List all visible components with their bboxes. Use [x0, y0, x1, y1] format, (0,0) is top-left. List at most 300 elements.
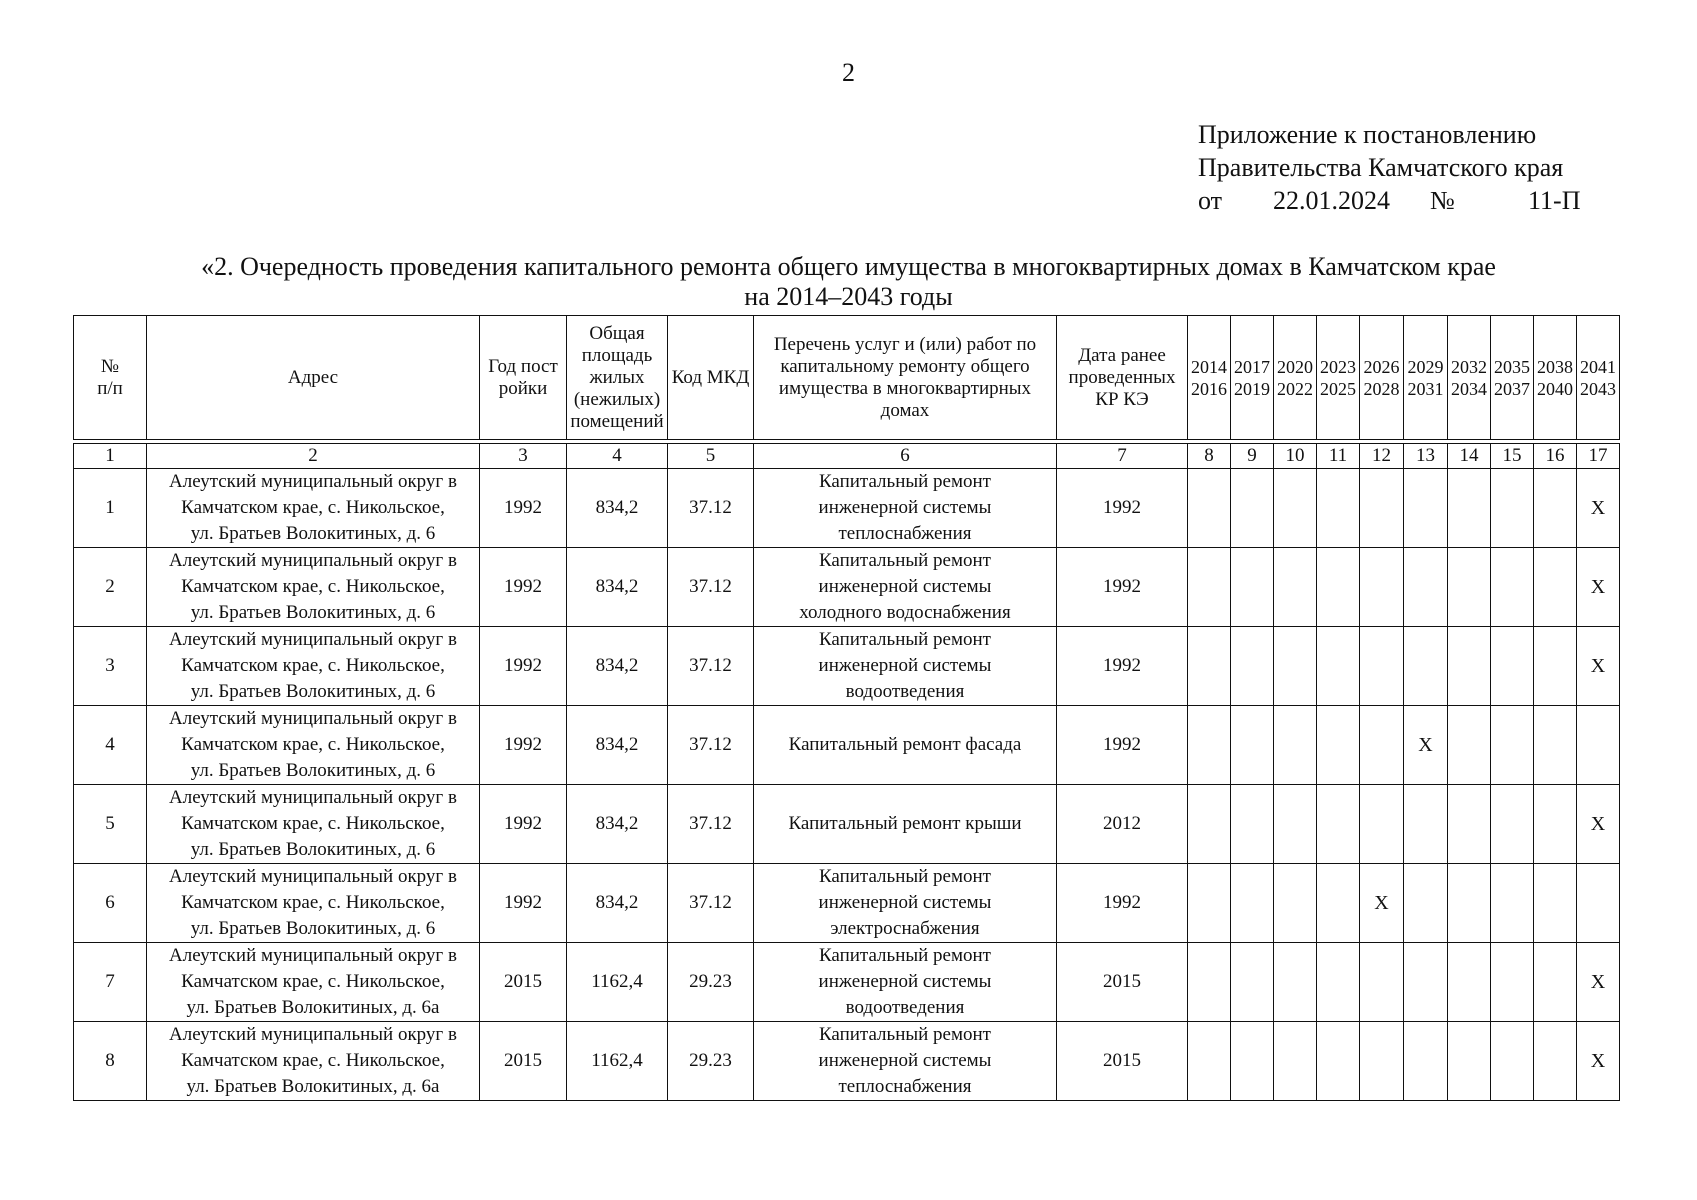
row-period-cell [1274, 469, 1317, 548]
column-number [1231, 444, 1274, 469]
column-number-line: 7 [1117, 445, 1127, 466]
row-area [567, 785, 668, 864]
row-service [754, 1022, 1057, 1101]
column-number-line: 16 [1545, 445, 1565, 466]
period-mark: X [1590, 575, 1606, 598]
row-year-built-line: 1992 [504, 734, 542, 755]
row-service-line: теплоснабжения [838, 1076, 972, 1097]
row-period-cell [1534, 548, 1577, 627]
row-period-cell [1534, 1022, 1577, 1101]
row-mkd-code-line: 37.12 [689, 576, 732, 597]
row-address-line: Камчатском крае, с. Никольское, [181, 971, 445, 992]
row-period-cell [1317, 864, 1360, 943]
row-service-line: Капитальный ремонт [818, 629, 991, 650]
header-period-line: 2026 [1363, 356, 1400, 377]
row-address-line: Камчатском крае, с. Никольское, [181, 1050, 445, 1071]
row-period-cell [1448, 706, 1491, 785]
header-services-line: имущества в многоквартирных [778, 377, 1032, 399]
table-row [74, 943, 1620, 1022]
row-year-built [480, 706, 567, 785]
row-year-built [480, 1022, 567, 1101]
row-period-cell [1404, 627, 1448, 706]
period-mark: X [1590, 970, 1606, 993]
row-prev-date-line: 1992 [1103, 892, 1141, 913]
column-number [567, 444, 668, 469]
row-mkd-code [668, 469, 754, 548]
column-number [480, 444, 567, 469]
row-year-built-line: 1992 [504, 892, 542, 913]
row-year-built [480, 627, 567, 706]
row-period-cell [1274, 548, 1317, 627]
row-address-line: ул. Братьев Волокитиных, д. 6а [186, 1076, 440, 1097]
row-period-cell [1231, 943, 1274, 1022]
row-period-cell [1491, 864, 1534, 943]
table-row [74, 785, 1620, 864]
row-period-cell [1491, 785, 1534, 864]
header-services [754, 316, 1057, 440]
row-period-cell [1448, 469, 1491, 548]
row-mkd-code [668, 1022, 754, 1101]
row-period-cell [1577, 864, 1620, 943]
row-period-cell [1317, 943, 1360, 1022]
row-prev-date [1057, 706, 1188, 785]
row-mkd-code [668, 627, 754, 706]
table-head [74, 316, 1620, 469]
page-number: 2 [842, 58, 855, 87]
row-period-cell [1188, 785, 1231, 864]
row-period-cell [1534, 785, 1577, 864]
row-period-cell [1274, 627, 1317, 706]
row-period-cell [1360, 627, 1404, 706]
row-period-cell [1577, 469, 1620, 548]
row-area-line: 834,2 [595, 655, 639, 676]
row-period-cell [1317, 785, 1360, 864]
row-address [147, 943, 480, 1022]
row-period-cell [1317, 1022, 1360, 1101]
row-period-cell [1404, 548, 1448, 627]
row-period-cell [1404, 1022, 1448, 1101]
row-area [567, 627, 668, 706]
row-address [147, 1022, 480, 1101]
row-year-built [480, 469, 567, 548]
row-period-cell [1448, 943, 1491, 1022]
column-number-line: 17 [1588, 445, 1608, 466]
row-period-cell [1448, 548, 1491, 627]
row-period-cell [1317, 548, 1360, 627]
column-number [1188, 444, 1231, 469]
row-area-line: 834,2 [595, 734, 639, 755]
row-period-cell [1317, 469, 1360, 548]
column-number-line: 10 [1285, 445, 1305, 466]
row-area-line: 834,2 [595, 497, 639, 518]
row-period-cell [1360, 469, 1404, 548]
header-area [567, 316, 668, 440]
row-period-cell [1231, 627, 1274, 706]
row-service-line: инженерной системы [818, 1050, 992, 1071]
row-year-built [480, 548, 567, 627]
row-address-line: Камчатском крае, с. Никольское, [181, 734, 445, 755]
header-period [1448, 316, 1491, 440]
header-period-line: 2038 [1537, 356, 1573, 377]
row-number [74, 943, 147, 1022]
row-prev-date [1057, 943, 1188, 1022]
row-service-line: теплоснабжения [838, 523, 972, 544]
row-period-cell [1274, 785, 1317, 864]
table-body [74, 469, 1620, 1101]
row-address-line: Алеутский муниципальный округ в [169, 866, 457, 887]
header-period [1231, 316, 1274, 440]
row-year-built [480, 943, 567, 1022]
row-prev-date-line: 2015 [1103, 1050, 1141, 1071]
row-area-line: 834,2 [595, 576, 639, 597]
row-number-line: 6 [105, 892, 115, 913]
row-prev-date-line: 2012 [1103, 813, 1141, 834]
row-period-cell [1491, 1022, 1534, 1101]
row-area [567, 943, 668, 1022]
row-number-line: 5 [105, 813, 115, 834]
row-period-cell [1448, 627, 1491, 706]
row-number-line: 2 [105, 576, 115, 597]
row-prev-date [1057, 864, 1188, 943]
table-row [74, 548, 1620, 627]
row-service-line: водоотведения [845, 681, 965, 702]
row-service [754, 706, 1057, 785]
header-period-line: 2034 [1451, 378, 1487, 399]
header-period-line: 2014 [1191, 356, 1227, 377]
row-number [74, 627, 147, 706]
resolution-number: 11-П [1528, 186, 1581, 215]
row-address-line: ул. Братьев Волокитиных, д. 6 [190, 523, 436, 544]
header-year-built [480, 316, 567, 440]
row-year-built-line: 1992 [504, 497, 542, 518]
row-address [147, 864, 480, 943]
row-address-line: ул. Братьев Волокитиных, д. 6 [190, 602, 436, 623]
row-period-cell [1317, 627, 1360, 706]
header-period-line: 2017 [1234, 356, 1270, 377]
row-service-line: Капитальный ремонт [818, 866, 991, 887]
header-prev-date [1057, 316, 1188, 440]
row-period-cell [1231, 706, 1274, 785]
header-area-line: площадь [581, 344, 653, 366]
header-area-line: (нежилых) [573, 388, 661, 410]
row-period-cell [1274, 864, 1317, 943]
row-prev-date [1057, 548, 1188, 627]
row-service [754, 943, 1057, 1022]
table-row [74, 706, 1620, 785]
row-number-line: 1 [105, 497, 115, 518]
table-row [74, 1022, 1620, 1101]
table-row [74, 627, 1620, 706]
row-year-built-line: 1992 [504, 576, 542, 597]
row-service-line: электроснабжения [830, 918, 980, 939]
row-mkd-code-line: 37.12 [689, 892, 732, 913]
column-number [1274, 444, 1317, 469]
row-service-line: Капитальный ремонт [818, 550, 991, 571]
period-mark: X [1374, 891, 1389, 914]
column-number [754, 444, 1057, 469]
row-period-cell [1188, 548, 1231, 627]
header-no-line: п/п [97, 377, 123, 399]
row-prev-date [1057, 785, 1188, 864]
row-period-cell [1404, 706, 1448, 785]
row-area-line: 834,2 [595, 813, 639, 834]
row-period-cell [1188, 864, 1231, 943]
row-period-cell [1231, 469, 1274, 548]
row-area [567, 548, 668, 627]
row-period-cell [1274, 706, 1317, 785]
header-period [1534, 316, 1577, 440]
row-number-line: 3 [105, 655, 115, 676]
row-mkd-code-line: 37.12 [689, 497, 732, 518]
row-service-line: инженерной системы [818, 971, 992, 992]
row-service [754, 864, 1057, 943]
header-mkd-code [668, 316, 754, 440]
row-address-line: ул. Братьев Волокитиных, д. 6 [190, 760, 436, 781]
period-mark: X [1590, 496, 1606, 519]
header-period [1274, 316, 1317, 440]
from-label: от [1198, 186, 1223, 215]
row-year-built [480, 785, 567, 864]
row-address-line: Камчатском крае, с. Никольское, [181, 892, 445, 913]
row-period-cell [1534, 706, 1577, 785]
row-mkd-code [668, 943, 754, 1022]
row-address [147, 706, 480, 785]
row-number [74, 469, 147, 548]
header-no-line: № [100, 355, 120, 377]
row-number-line: 8 [105, 1050, 115, 1071]
row-prev-date-line: 2015 [1103, 971, 1141, 992]
appendix-dateline [1198, 184, 1581, 217]
header-period-line: 2029 [1407, 356, 1444, 377]
row-year-built-line: 1992 [504, 813, 542, 834]
row-period-cell [1317, 706, 1360, 785]
row-period-cell [1577, 785, 1620, 864]
document-title [0, 252, 1697, 312]
row-address-line: ул. Братьев Волокитиных, д. 6а [186, 997, 440, 1018]
row-service-line: Капитальный ремонт фасада [788, 734, 1022, 755]
row-service-line: Капитальный ремонт [818, 471, 991, 492]
row-prev-date [1057, 469, 1188, 548]
header-period-line: 2037 [1494, 378, 1530, 399]
row-address-line: Алеутский муниципальный округ в [169, 787, 457, 808]
row-address-line: ул. Братьев Волокитиных, д. 6 [190, 681, 436, 702]
row-address-line: Камчатском крае, с. Никольское, [181, 497, 445, 518]
header-period [1360, 316, 1404, 440]
row-address-line: Камчатском крае, с. Никольское, [181, 576, 445, 597]
row-number [74, 1022, 147, 1101]
row-period-cell [1577, 627, 1620, 706]
row-prev-date [1057, 627, 1188, 706]
row-address-line: Камчатском крае, с. Никольское, [181, 655, 445, 676]
column-number-line: 9 [1247, 445, 1257, 466]
header-period-line: 2022 [1277, 378, 1313, 399]
column-number [1057, 444, 1188, 469]
row-service [754, 627, 1057, 706]
header-period-line: 2016 [1191, 378, 1227, 399]
row-service-line: инженерной системы [818, 655, 992, 676]
row-prev-date-line: 1992 [1103, 497, 1141, 518]
row-period-cell [1274, 1022, 1317, 1101]
column-number [1404, 444, 1448, 469]
row-service [754, 548, 1057, 627]
header-prev-date-line: проведенных [1068, 366, 1176, 388]
row-address-line: Алеутский муниципальный округ в [169, 708, 457, 729]
header-prev-date-line: Дата ранее [1078, 344, 1166, 366]
column-number [1534, 444, 1577, 469]
row-period-cell [1491, 627, 1534, 706]
row-period-cell [1491, 548, 1534, 627]
row-period-cell [1360, 706, 1404, 785]
title-line-2: на 2014–2043 годы [744, 282, 953, 311]
row-service-line: инженерной системы [818, 892, 992, 913]
column-number-row [74, 444, 1620, 469]
row-period-cell [1534, 627, 1577, 706]
column-number-line: 11 [1328, 445, 1348, 466]
header-period-line: 2023 [1320, 356, 1356, 377]
row-year-built-line: 2015 [504, 1050, 542, 1071]
column-number [1491, 444, 1534, 469]
row-period-cell [1274, 943, 1317, 1022]
row-address-line: Камчатском крае, с. Никольское, [181, 813, 445, 834]
header-period [1404, 316, 1448, 440]
appendix-line-2: Правительства Камчатского края [1198, 153, 1564, 182]
column-number [1360, 444, 1404, 469]
row-number-line: 7 [105, 971, 115, 992]
row-year-built-line: 1992 [504, 655, 542, 676]
header-area-line: Общая [589, 322, 645, 344]
header-year-built-line: ройки [498, 377, 548, 399]
row-address [147, 548, 480, 627]
header-period [1491, 316, 1534, 440]
row-period-cell [1534, 864, 1577, 943]
column-number [1317, 444, 1360, 469]
row-service-line: водоотведения [845, 997, 965, 1018]
row-mkd-code-line: 29.23 [689, 971, 732, 992]
column-number-line: 2 [308, 445, 318, 466]
row-period-cell [1360, 1022, 1404, 1101]
appendix-line-1: Приложение к постановлению [1198, 120, 1537, 149]
row-mkd-code [668, 785, 754, 864]
row-number [74, 548, 147, 627]
row-address [147, 469, 480, 548]
header-area-line: помещений [570, 410, 664, 432]
row-service-line: инженерной системы [818, 497, 992, 518]
column-number-line: 5 [705, 445, 716, 466]
row-period-cell [1491, 469, 1534, 548]
row-period-cell [1360, 864, 1404, 943]
row-period-cell [1231, 1022, 1274, 1101]
row-period-cell [1448, 785, 1491, 864]
row-mkd-code [668, 548, 754, 627]
row-period-cell [1360, 548, 1404, 627]
column-number-line: 3 [518, 445, 528, 466]
header-services-line: домах [880, 399, 930, 421]
row-period-cell [1577, 548, 1620, 627]
header-period-line: 2020 [1277, 356, 1313, 377]
row-address-line: Алеутский муниципальный округ в [169, 945, 457, 966]
number-sign: № [1430, 186, 1455, 215]
row-area [567, 1022, 668, 1101]
column-number [147, 444, 480, 469]
header-period-line: 2028 [1363, 378, 1400, 399]
header-services-line: Перечень услуг и (или) работ по [773, 333, 1037, 355]
row-period-cell [1231, 785, 1274, 864]
row-period-cell [1534, 469, 1577, 548]
row-period-cell [1188, 1022, 1231, 1101]
row-area-line: 1162,4 [591, 1050, 643, 1071]
row-period-cell [1231, 864, 1274, 943]
row-prev-date [1057, 1022, 1188, 1101]
row-mkd-code-line: 29.23 [689, 1050, 732, 1071]
column-number-line: 1 [105, 445, 115, 466]
row-period-cell [1534, 943, 1577, 1022]
header-address [147, 316, 480, 440]
row-address-line: Алеутский муниципальный округ в [169, 550, 457, 571]
row-area-line: 1162,4 [591, 971, 643, 992]
column-number [1577, 444, 1620, 469]
header-period-line: 2032 [1451, 356, 1487, 377]
row-period-cell [1404, 469, 1448, 548]
row-number [74, 785, 147, 864]
row-address [147, 627, 480, 706]
row-period-cell [1188, 943, 1231, 1022]
row-number [74, 706, 147, 785]
row-period-cell [1491, 706, 1534, 785]
header-row [74, 316, 1620, 440]
header-period-line: 2043 [1580, 378, 1616, 399]
header-period-line: 2040 [1537, 378, 1573, 399]
row-address-line: ул. Братьев Волокитиных, д. 6 [190, 918, 436, 939]
row-period-cell [1188, 627, 1231, 706]
row-year-built [480, 864, 567, 943]
row-period-cell [1404, 785, 1448, 864]
header-address-line: Адрес [287, 366, 339, 388]
header-period [1317, 316, 1360, 440]
row-service-line: Капитальный ремонт [818, 945, 991, 966]
header-mkd-code-line: Код МКД [671, 366, 750, 388]
row-period-cell [1448, 864, 1491, 943]
row-period-cell [1577, 1022, 1620, 1101]
row-period-cell [1231, 548, 1274, 627]
header-period-line: 2025 [1320, 378, 1356, 399]
period-mark: X [1590, 1049, 1606, 1072]
row-mkd-code-line: 37.12 [689, 813, 732, 834]
row-number-line: 4 [105, 734, 115, 755]
header-period [1188, 316, 1231, 440]
column-number [668, 444, 754, 469]
column-number-line: 8 [1204, 445, 1214, 466]
repair-schedule-table [73, 315, 1620, 1101]
row-service-line: Капитальный ремонт крыши [788, 813, 1022, 834]
row-period-cell [1577, 943, 1620, 1022]
header-no [74, 316, 147, 440]
column-number-line: 14 [1459, 445, 1479, 466]
row-mkd-code [668, 706, 754, 785]
row-area [567, 706, 668, 785]
row-mkd-code [668, 864, 754, 943]
header-period-line: 2031 [1407, 378, 1444, 399]
row-number [74, 864, 147, 943]
row-mkd-code-line: 37.12 [689, 655, 732, 676]
row-prev-date-line: 1992 [1103, 734, 1141, 755]
column-number-line: 6 [900, 445, 910, 466]
resolution-date: 22.01.2024 [1273, 186, 1390, 215]
row-period-cell [1404, 864, 1448, 943]
header-period-line: 2019 [1234, 378, 1270, 399]
row-address-line: Алеутский муниципальный округ в [169, 1024, 457, 1045]
row-address-line: Алеутский муниципальный округ в [169, 471, 457, 492]
row-prev-date-line: 1992 [1103, 576, 1141, 597]
